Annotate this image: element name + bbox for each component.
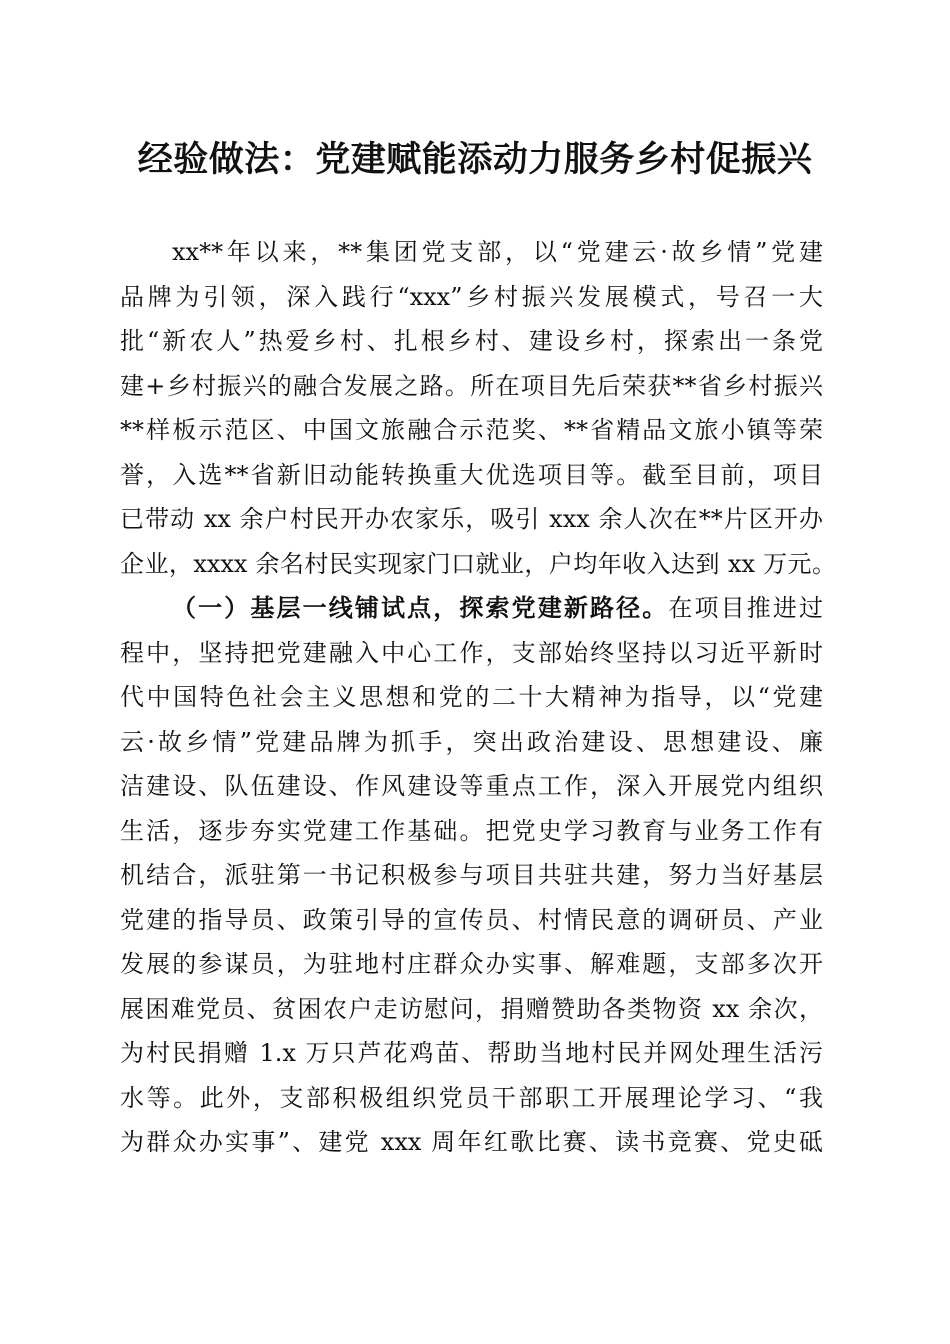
paragraph-line: 代中国特色社会主义思想和党的二十大精神为指导，以“党建 bbox=[120, 683, 823, 711]
paragraph-line: 党建的指导员、政策引导的宣传员、村情民意的调研员、产业 bbox=[120, 905, 823, 934]
paragraph-line: 洁建设、队伍建设、作风建设等重点工作，深入开展党内组织 bbox=[120, 772, 823, 800]
paragraph-line: 品牌为引领，深入践行“xxx”乡村振兴发展模式，号召一大 bbox=[120, 282, 823, 311]
paragraph-line: 已带动 xx 余户村民开办农家乐，吸引 xxx 余人次在**片区开办 bbox=[120, 505, 823, 533]
paragraph-intro bbox=[120, 230, 836, 586]
document-title: 经验做法：党建赋能添动力服务乡村促振兴 bbox=[137, 139, 813, 180]
paragraph-line: 展困难党员、贫困农户走访慰问，捐赠赞助各类物资 xx 余次， bbox=[120, 994, 823, 1023]
paragraph-line: 程中，坚持把党建融入中心工作，支部始终坚持以习近平新时 bbox=[120, 638, 823, 667]
paragraph-line: 建+乡村振兴的融合发展之路。所在项目先后荣获**省乡村振兴 bbox=[120, 371, 823, 400]
paragraph-section-one bbox=[120, 586, 823, 1165]
paragraph-line: xx**年以来，**集团党支部，以“党建云·故乡情”党建 bbox=[172, 238, 823, 266]
paragraph-line: 为村民捐赠 1.x 万只芦花鸡苗、帮助当地村民并网处理生活污 bbox=[120, 1039, 823, 1067]
paragraph-line: 发展的参谋员，为驻地村庄群众办实事、解难题，支部多次开 bbox=[120, 950, 823, 978]
paragraph-line: 为群众办实事”、建党 xxx 周年红歌比赛、读书竞赛、党史砥 bbox=[120, 1128, 823, 1156]
paragraph-line: **样板示范区、中国文旅融合示范奖、**省精品文旅小镇等荣 bbox=[120, 416, 823, 444]
paragraph-line: 机结合，派驻第一书记积极参与项目共驻共建，努力当好基层 bbox=[120, 861, 823, 889]
paragraph-line-text: 在项目推进过 bbox=[668, 594, 823, 622]
paragraph-line: 生活，逐步夯实党建工作基础。把党史学习教育与业务工作有 bbox=[120, 816, 823, 845]
paragraph-line: 批“新农人”热爱乡村、扎根乡村、建设乡村，探索出一条党 bbox=[120, 327, 823, 355]
document-body bbox=[120, 230, 836, 1165]
paragraph-line: 云·故乡情”党建品牌为抓手，突出政治建设、思想建设、廉 bbox=[120, 727, 823, 756]
paragraph-line: 誉，入选**省新旧动能转换重大优选项目等。截至目前，项目 bbox=[120, 460, 823, 489]
paragraph-line: 水等。此外，支部积极组织党员干部职工开展理论学习、“我 bbox=[120, 1083, 823, 1112]
paragraph-line bbox=[120, 586, 823, 631]
paragraph-line: 企业，xxxx 余名村民实现家门口就业，户均年收入达到 xx 万元。 bbox=[120, 549, 836, 578]
section-heading: （一）基层一线铺试点，探索党建新路径。 bbox=[172, 593, 669, 622]
